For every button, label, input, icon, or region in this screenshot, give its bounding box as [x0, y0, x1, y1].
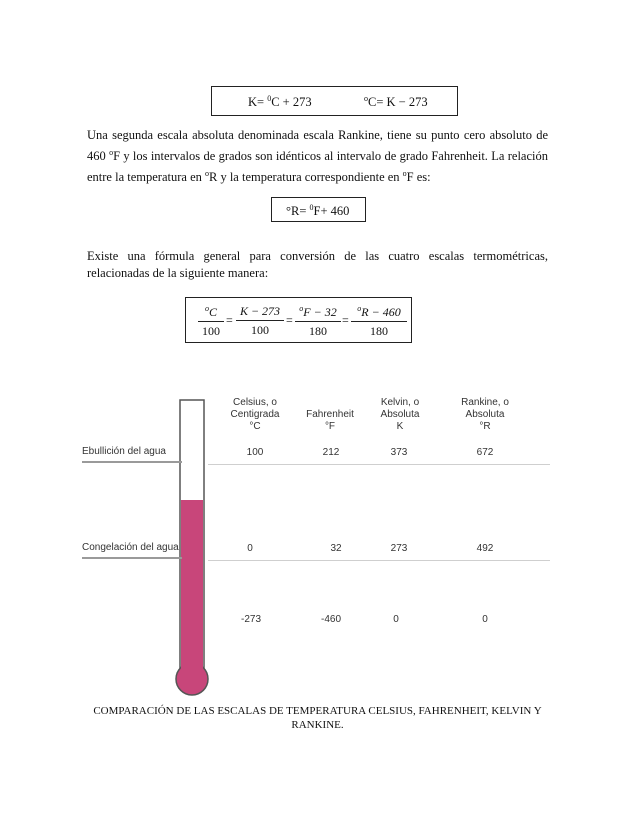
value-abszero-rankine: 0 [482, 614, 488, 625]
value-freezing-rankine: 492 [476, 543, 494, 554]
divider-line [208, 560, 550, 561]
equals-sign: = [342, 313, 349, 327]
formula-c-from-k: $^o$C= K − 273 [364, 94, 428, 109]
value-abszero-kelvin: 0 [393, 614, 399, 625]
value-boiling-fahrenheit: 212 [322, 447, 340, 458]
row-label-freezing: Congelación del agua [82, 542, 179, 553]
paragraph-general-formula: Existe una fórmula general para conversión de las cuatro escalas termométricas, relacionadas de la siguiente manera: [87, 249, 548, 280]
divider-line [82, 557, 182, 559]
value-boiling-kelvin: 373 [390, 447, 408, 458]
formula-r-from-f: °R= $^0$F+ 460 [286, 203, 350, 218]
fraction-kelvin: $\frac{K - 273}{100}$ [236, 304, 284, 338]
value-freezing-kelvin: 273 [390, 543, 408, 554]
value-freezing-fahrenheit: 32 [330, 543, 342, 554]
fraction-rankine: $\frac{^oR - 460}{180}$ [351, 304, 407, 339]
equals-sign: = [226, 313, 233, 327]
equals-sign: = [286, 313, 293, 327]
row-label-boiling: Ebullición del agua [82, 446, 166, 457]
column-header-celsius: Celsius, o Centigrada °C [230, 397, 280, 432]
column-header-fahrenheit: Fahrenheit °F [306, 409, 354, 432]
value-freezing-celsius: 0 [247, 543, 253, 554]
value-boiling-celsius: 100 [246, 447, 264, 458]
paragraph-rankine: Una segunda escala absoluta denominada escala Rankine, tiene su punto cero absoluto de 460 $^o$F y los intervalos de grados son idénticos al intervalo de grado Fahrenheit. La relación entre la temperatura en $^o$R y la temperatura correspondiente en $^o$F es: [87, 128, 549, 184]
divider-line [82, 461, 182, 463]
formula-box-rankine [271, 197, 366, 222]
formula-k-from-c: K= $^0$C + 273 [248, 94, 312, 109]
formula-box-general [185, 297, 412, 343]
value-boiling-rankine: 672 [476, 447, 494, 458]
column-header-kelvin: Kelvin, o Absoluta K [380, 397, 420, 432]
figure-caption: COMPARACIÓN DE LAS ESCALAS DE TEMPERATURA CELSIUS, FAHRENHEIT, KELVIN Y RANKINE. [93, 705, 542, 731]
fraction-celsius: $\frac{^oC}{100}$ [198, 304, 224, 339]
formula-box-kelvin-celsius [211, 86, 458, 116]
thermometer-mercury [181, 500, 203, 680]
value-abszero-celsius: -273 [240, 614, 261, 625]
fraction-fahrenheit: $\frac{^oF - 32}{180}$ [295, 304, 341, 339]
value-abszero-fahrenheit: -460 [320, 614, 341, 625]
divider-line [208, 464, 550, 465]
column-header-rankine: Rankine, o Absoluta °R [461, 397, 509, 432]
